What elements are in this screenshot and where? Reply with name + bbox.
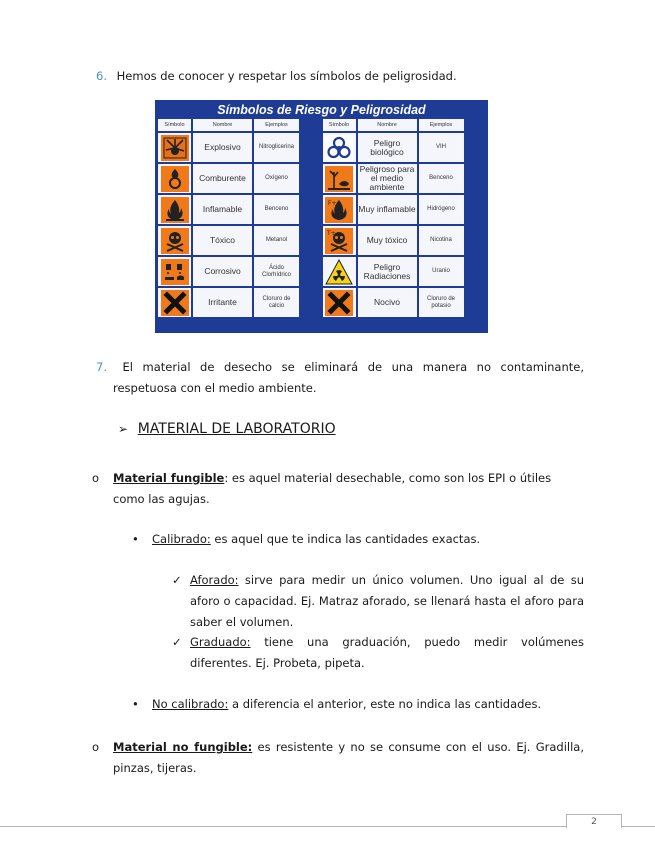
graduado-text: tiene una graduación, puedo medir volúmenes diferentes. Ej. Probeta, pipeta. — [190, 635, 584, 670]
item-6 — [96, 66, 576, 87]
calibrado-item — [132, 529, 584, 550]
biohazard-icon — [325, 135, 354, 161]
no-calibrado-item — [132, 694, 584, 715]
hazard-name: Peligroso para el medio ambiente — [358, 164, 417, 193]
header-examples: Ejemplos — [254, 119, 299, 131]
flammable-icon — [160, 197, 189, 223]
fungible-text: : es aquel material desechable, como son los EPI o útiles como las agujas. — [113, 471, 552, 506]
hazard-row — [158, 164, 321, 193]
hazard-row — [158, 226, 321, 255]
hazard-name: Comburente — [193, 164, 252, 193]
svg-text:F+: F+ — [328, 199, 337, 207]
hazard-table-header — [158, 119, 321, 131]
hazard-row — [323, 226, 486, 255]
header-examples: Ejemplos — [419, 119, 464, 131]
item-6-text: Hemos de conocer y respetar los símbolos de peligrosidad. — [116, 69, 457, 83]
fungible-term: Material fungible — [113, 471, 225, 485]
hazard-table-left-column — [158, 119, 321, 317]
very-toxic-icon — [325, 228, 354, 254]
hazard-row — [158, 257, 321, 286]
hazard-name: Muy inflamable — [358, 195, 417, 224]
no-fungible-text: es resistente y no se consume con el uso. Ej. Gradilla, pinzas, tijeras. — [113, 740, 584, 775]
explosive-icon — [160, 135, 189, 161]
no-calibrado-text: a diferencia el anterior, este no indica las cantidades. — [228, 697, 542, 711]
hazard-example: Cloruro de calcio — [254, 288, 299, 317]
environment-hazard-icon — [325, 166, 354, 192]
calibrado-text: es aquel que te indica las cantidades exactas. — [210, 532, 481, 546]
aforado-term: Aforado: — [190, 573, 239, 587]
item-7-text: El material de desecho se eliminará de una manera no contaminante, respetuosa con el medio ambiente. — [113, 360, 585, 395]
circle-bullet-icon: o — [92, 740, 100, 754]
dot-bullet-icon: • — [132, 697, 139, 711]
hazard-name: Nocivo — [358, 288, 417, 317]
radiation-icon — [325, 259, 354, 285]
header-name: Nombre — [193, 119, 252, 131]
aforado-text: sirve para medir un único volumen. Uno igual al de su aforo o capacidad. Ej. Matraz aforado, se llenará hasta el aforo para saber el volumen. — [190, 573, 584, 629]
aforado-item — [172, 570, 584, 633]
hazard-example: Benceno — [254, 195, 299, 224]
hazard-table-right-column — [323, 119, 486, 317]
header-symbol: Símbolo — [323, 119, 356, 131]
svg-text:T+: T+ — [327, 229, 336, 237]
hazard-row — [323, 257, 486, 286]
harmful-icon — [325, 290, 354, 316]
hazard-row — [323, 164, 486, 193]
hazard-table-title: Símbolos de Riesgo y Peligrosidad — [217, 103, 426, 117]
hazard-table-header — [323, 119, 486, 131]
hazard-name: Explosivo — [193, 133, 252, 162]
circle-bullet-icon: o — [92, 471, 100, 485]
hazard-example: Oxígeno — [254, 164, 299, 193]
hazard-symbols-table — [155, 100, 488, 333]
item-7-number: 7. — [96, 360, 107, 374]
hazard-row — [323, 133, 486, 162]
oxidizer-icon — [160, 166, 189, 192]
calibrado-term: Calibrado: — [152, 532, 211, 546]
hazard-row — [158, 288, 321, 317]
item-7 — [96, 357, 584, 399]
material-fungible-item — [92, 468, 584, 510]
check-icon: ✓ — [172, 573, 182, 587]
material-no-fungible-item — [92, 737, 584, 779]
hazard-example: Cloruro de potasio — [419, 288, 464, 317]
hazard-row — [158, 133, 321, 162]
page-number: 2 — [566, 814, 622, 828]
check-icon: ✓ — [172, 635, 182, 649]
hazard-row — [323, 288, 486, 317]
no-calibrado-term: No calibrado: — [152, 697, 229, 711]
hazard-name: Peligro biológico — [358, 133, 417, 162]
hazard-name: Peligro Radiaciones — [358, 257, 417, 286]
hazard-name: Irritante — [193, 288, 252, 317]
hazard-name: Inflamable — [193, 195, 252, 224]
hazard-example: Ácido Clorhídrico — [254, 257, 299, 286]
section-heading — [118, 421, 336, 437]
footer-line — [0, 826, 655, 827]
hazard-example: Nitroglicerina — [254, 133, 299, 162]
section-title: MATERIAL DE LABORATORIO — [137, 421, 336, 437]
hazard-example: Hidrógeno — [419, 195, 464, 224]
item-6-number: 6. — [96, 69, 107, 83]
corrosive-icon — [160, 259, 189, 285]
hazard-example: Benceno — [419, 164, 464, 193]
irritant-icon — [160, 290, 189, 316]
hazard-name: Tóxico — [193, 226, 252, 255]
header-symbol: Símbolo — [158, 119, 191, 131]
hazard-row — [323, 195, 486, 224]
hazard-row — [158, 195, 321, 224]
no-fungible-term: Material no fungible: — [113, 740, 253, 754]
hazard-name: Corrosivo — [193, 257, 252, 286]
hazard-example: VIH — [419, 133, 464, 162]
dot-bullet-icon: • — [132, 532, 139, 546]
arrow-bullet-icon: ➢ — [118, 422, 129, 436]
hazard-example: Metanol — [254, 226, 299, 255]
header-name: Nombre — [358, 119, 417, 131]
toxic-icon — [160, 228, 189, 254]
hazard-example: Nicotina — [419, 226, 464, 255]
hazard-name: Muy tóxico — [358, 226, 417, 255]
highly-flammable-icon — [325, 197, 354, 223]
hazard-example: Uranio — [419, 257, 464, 286]
graduado-term: Graduado: — [190, 635, 251, 649]
graduado-item — [172, 632, 584, 674]
